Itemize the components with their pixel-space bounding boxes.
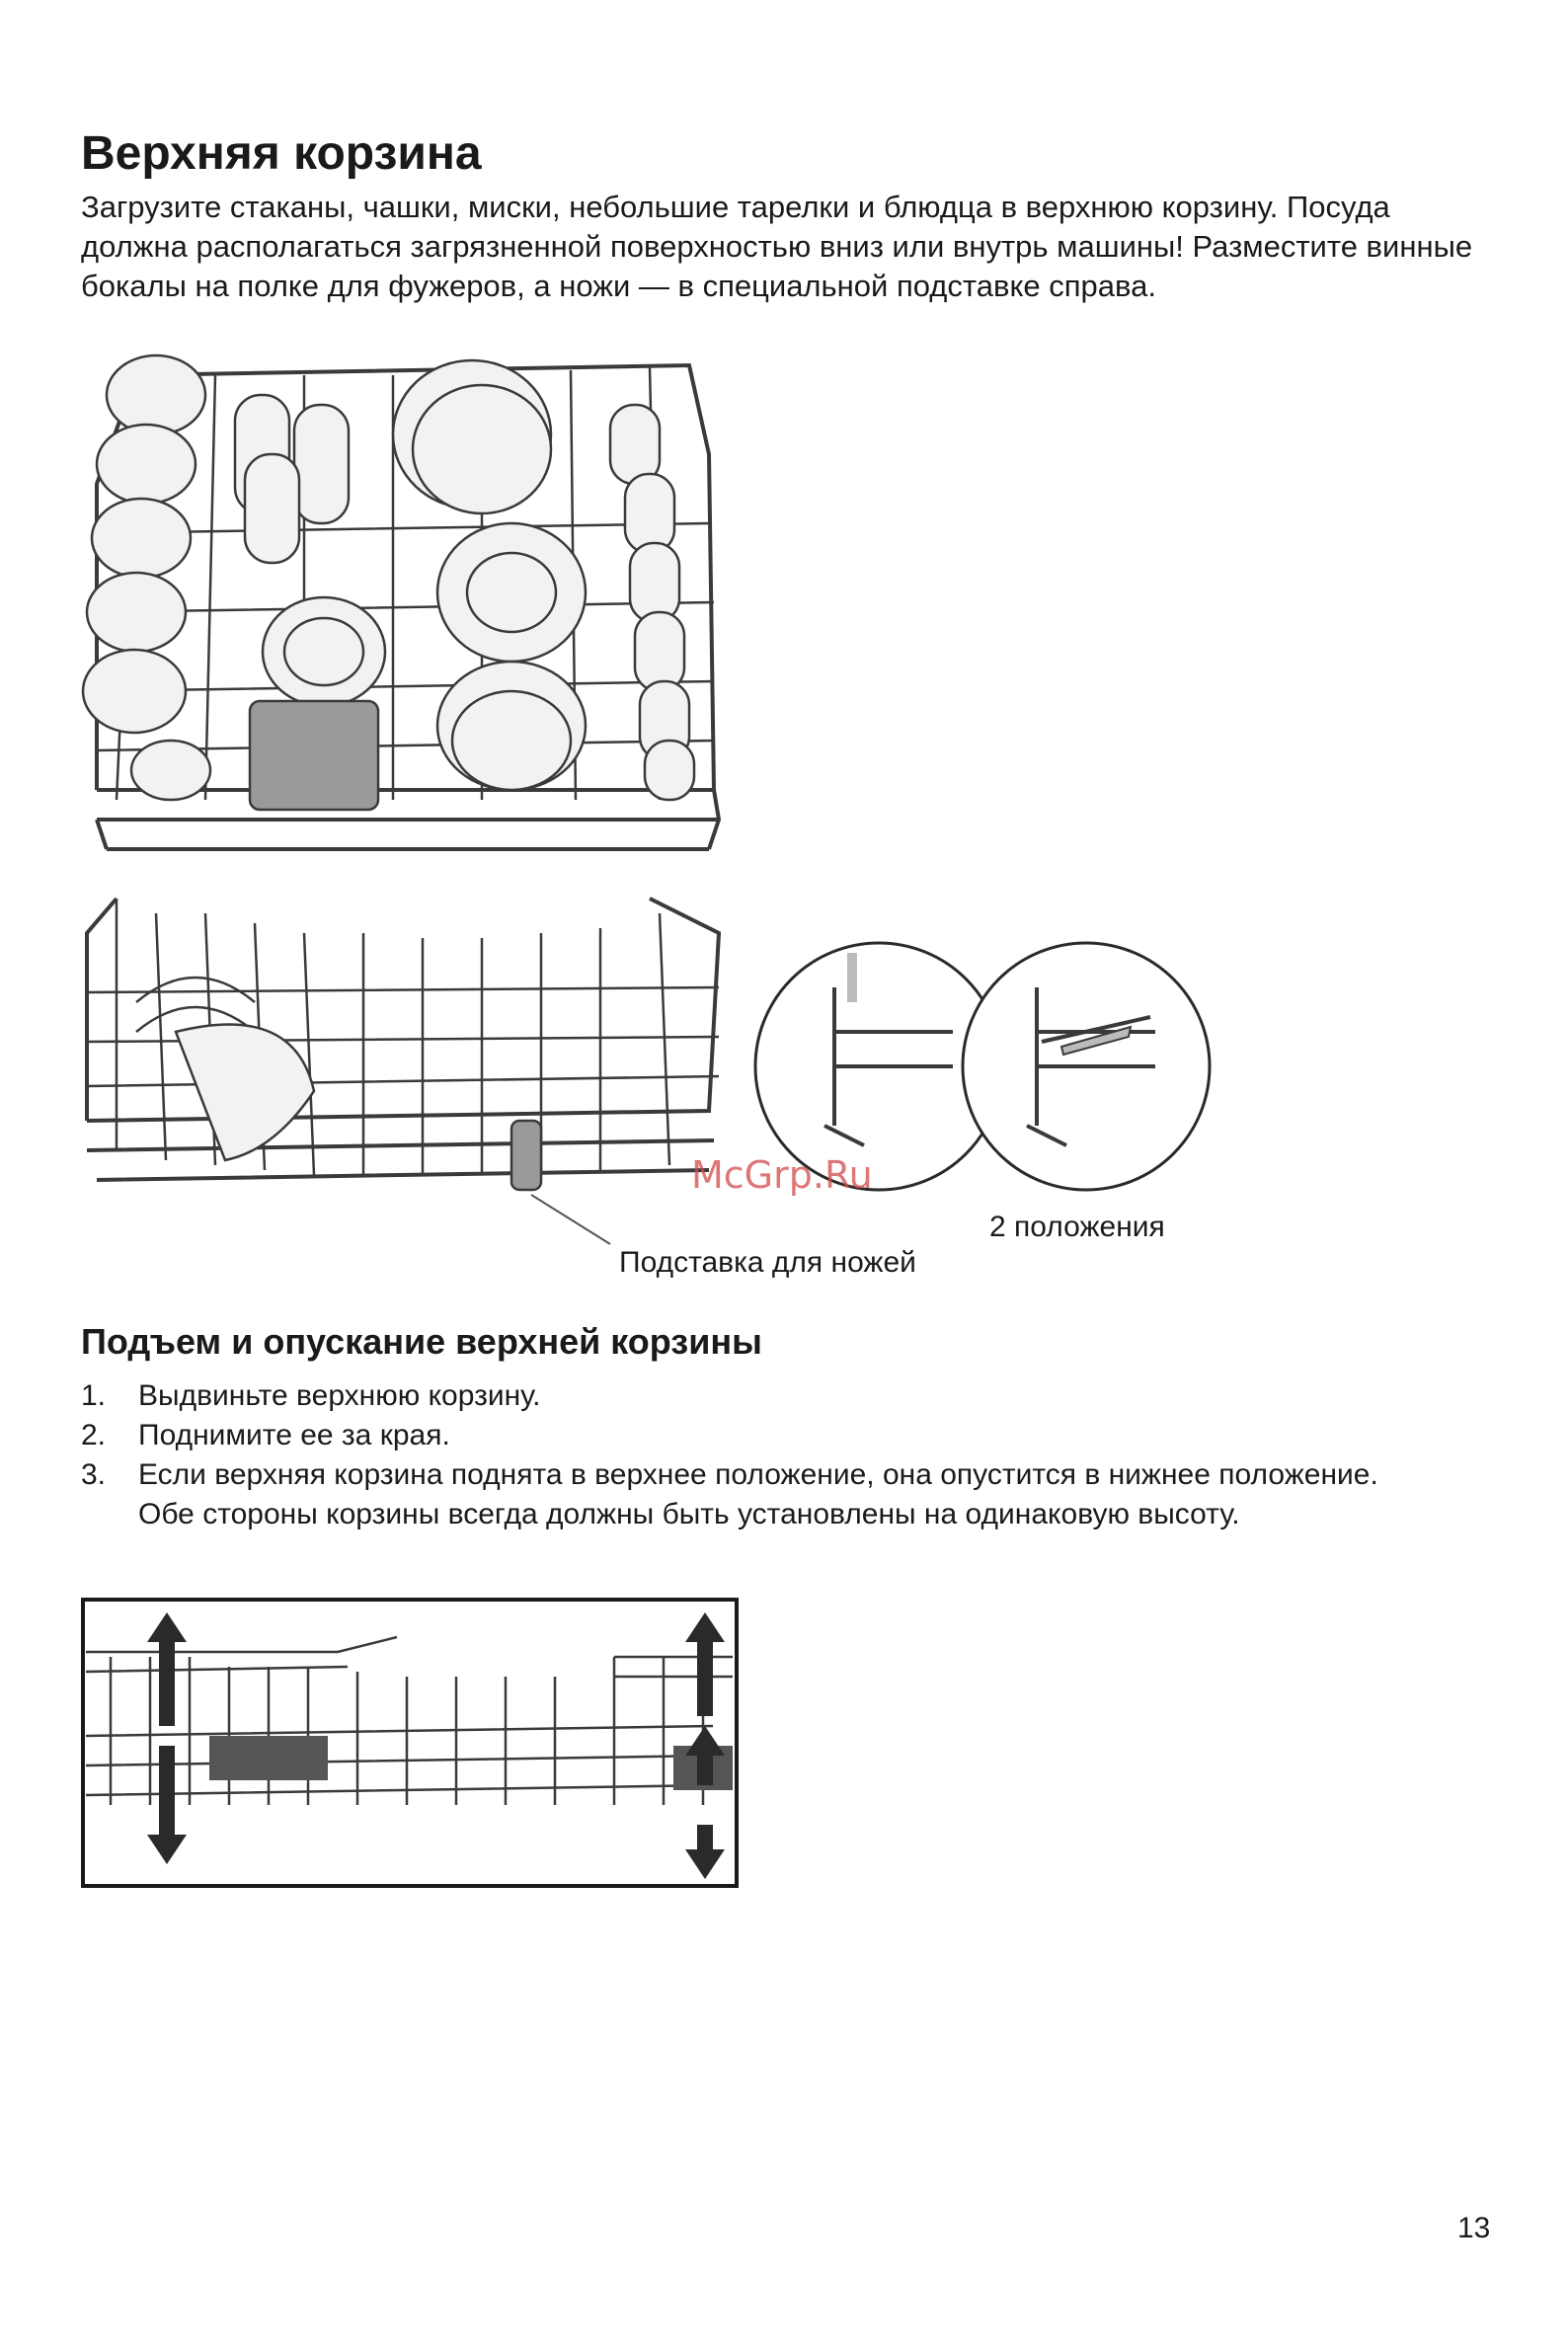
intro-line: Загрузите стаканы, чашки, миски, небольшие тарелки и блюдца в верхнюю корзину. Посуда [81, 190, 1390, 224]
step-item [81, 1416, 1523, 1455]
intro-line: бокалы на полке для фужеров, а ножи — в специальной подставке справа. [81, 269, 1156, 303]
section-heading: Подъем и опускание верхней корзины [81, 1321, 762, 1362]
knife-holder-label: Подставка для ножей [619, 1246, 916, 1279]
step-number: 2. [81, 1419, 107, 1451]
loaded-basket-illustration [77, 336, 729, 869]
positions-label: 2 положения [989, 1211, 1165, 1243]
height-adjust-illustration [81, 1598, 739, 1888]
step-number: 1. [81, 1379, 107, 1412]
step-text: Если верхняя корзина поднята в верхнее положение, она опустится в нижнее положение. [138, 1458, 1378, 1491]
page-title: Верхняя корзина [81, 127, 482, 180]
page-number: 13 [1457, 2212, 1491, 2244]
step-text: Выдвиньте верхнюю корзину. [138, 1379, 541, 1412]
steps-list [81, 1376, 1523, 1534]
intro-line: должна располагаться загрязненной поверхностью вниз или внутрь машины! Разместите винные [81, 229, 1473, 264]
step-item [81, 1376, 1523, 1416]
step-text: Поднимите ее за края. [138, 1419, 450, 1451]
step-number: 3. [81, 1458, 107, 1491]
empty-basket-illustration [77, 894, 739, 1210]
watermark: McGrp.Ru [691, 1153, 873, 1197]
step-item [81, 1455, 1523, 1534]
step-text: Обе стороны корзины всегда должны быть установлены на одинаковую высоту. [138, 1498, 1240, 1530]
intro-paragraph [81, 188, 1503, 306]
